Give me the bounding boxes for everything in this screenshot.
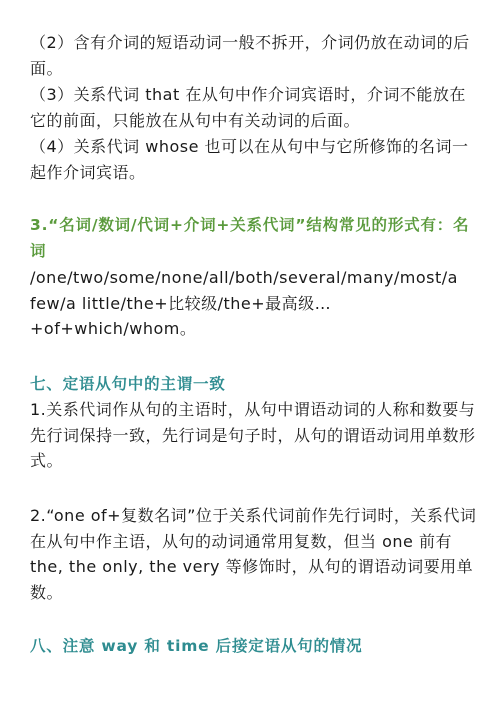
section-7-item-1: 1.关系代词作从句的主语时，从句中谓语动词的人称和数要与先行词保持一致，先行词是句子时，从句的谓语动词用单数形式。 xyxy=(30,400,476,470)
section-7-item-2: 2.“one of+复数名词”位于关系代词前作先行词时，关系代词在从句中作主语，从句的动词通常用复数，但当 one 前有 the, the only, the very 等修饰时，从句的谓语动词要用单数。 xyxy=(30,506,477,602)
section-3-heading: 3.“名词/数词/代词+介词+关系代词”结构常见的形式有：名词 xyxy=(30,216,470,260)
word-list-line-1: /one/two/some/none/all/both/several/many/most/a xyxy=(30,268,458,287)
section-8-heading: 八、注意 way 和 time 后接定语从句的情况 xyxy=(30,637,363,655)
rule-2-paragraph: （2）含有介词的短语动词一般不拆开，介词仍放在动词的后面。 xyxy=(30,33,470,78)
section-3-word-list xyxy=(30,265,478,342)
word-list-line-3: +of+which/whom。 xyxy=(30,319,197,338)
rule-4-paragraph: （4）关系代词 whose 也可以在从句中与它所修饰的名词一起作介词宾语。 xyxy=(30,137,469,182)
word-list-line-2: few/a little/the+比较级/the+最高级… xyxy=(30,293,332,313)
rule-3-paragraph: （3）关系代词 that 在从句中作介词宾语时，介词不能放在它的前面，只能放在从句中有关动词的后面。 xyxy=(30,85,466,130)
section-7-heading: 七、定语从句中的主谓一致 xyxy=(30,375,226,393)
